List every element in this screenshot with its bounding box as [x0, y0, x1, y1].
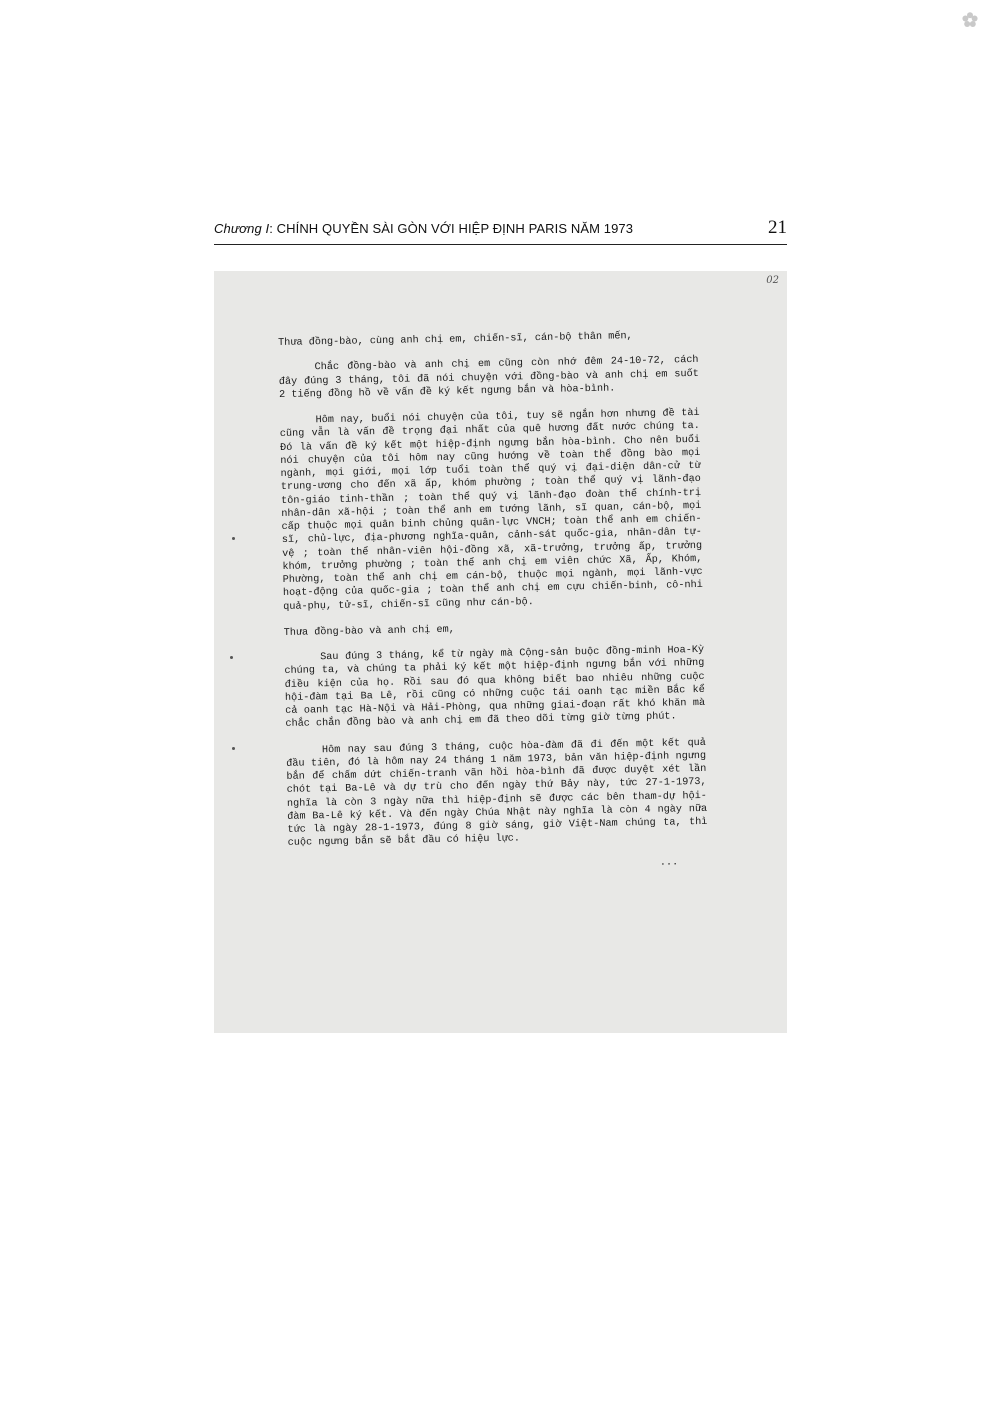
punch-hole-mark [232, 747, 235, 750]
salutation: Thưa đồng-bào, cùng anh chị em, chiến-sĩ, cán-bộ thân mến, [278, 331, 633, 349]
paragraph: Sau đúng 3 tháng, kể từ ngày mà Cộng-sản buộc đồng-minh Hoa-Kỳ chúng ta, và chúng ta phải ký kết một hiệp-định ngưng bắn với những điều kiện của họ. Rồi sau đó qua không biết bao nhiêu những cuộc hội-đàm tại Ba Lê, rồi cũng có những cuộc tái oanh tạc miền Bắc kể cả oanh tạc Hà-Nội và Hải-Phòng, qua những giai-đoạn rất khó khăn mà chắc chắn đồng bào và anh chị em đã theo dõi từng giờ từng phút. [284, 644, 706, 731]
punch-hole-mark [230, 656, 233, 659]
paragraph: Hôm nay, buổi nói chuyện của tôi, tuy sẽ ngắn hơn nhưng đề tài cũng vẫn là vấn đề trọng đại nhất của quê hương đất nước chúng ta. Đó là vấn đề ký kết một hiệp-định ngưng bắn hòa-bình. Cho nên buổi nói chuyện của tôi hôm nay cũng hướng về toàn thể đồng bào mọi ngành, mọi giới, mọi lớp tuổi toàn thể quý vị đại-diện dân-cử từ trung-ương cho đến xã ấp, khóm phường ; toàn thể quý vị lãnh-đạo tôn-giáo tinh-thần ; toàn thể quý vị lãnh-đạo đoàn thể chính-trị nhân-dân xã-hội ; toàn thể anh em tướng lãnh, sĩ quan, cán-bộ, mọi cấp thuộc mọi quân binh chủng quân-lực VNCH; toàn thể anh em chiến-sĩ, chủ-lực, địa-phương nghĩa-quân, cảnh-sát quốc-gia, nhân-dân tự-vệ ; toàn thể nhân-viên hội-đồng xã, xã-trưởng, trưởng ấp, trưởng khóm, trưởng phường ; toàn thể anh chị em viên chức Xã, Ấp, Khóm, Phường, toàn thể anh chị em cán-bộ, thuộc mọi ngành, mọi lãnh-vực hoạt-động của quốc-gia ; toàn thể anh chị em cựu chiến-binh, cô-nhi quả-phụ, tử-sĩ, chiến-sĩ cũng như cán-bộ. [279, 407, 703, 613]
punch-hole-mark [232, 537, 235, 540]
chapter-heading: : CHÍNH QUYỀN SÀI GÒN VỚI HIỆP ĐỊNH PARIS NĂM 1973 [269, 221, 634, 236]
page-number: 21 [768, 217, 787, 238]
continuation-mark: ... [659, 856, 679, 869]
scanned-document [214, 271, 787, 1033]
handwritten-page-note: 02 [766, 275, 779, 286]
paragraph: Hôm nay sau đúng 3 tháng, cuộc hòa-đàm đã đi đến một kết quả đầu tiên, đó là hôm nay 24 tháng 1 năm 1973, bản văn hiệp-định ngưng bắn để chấm dứt chiến-tranh vãn hồi hòa-bình đã được duyệt xét lần chót tại Ba-Lê và dự trù cho đến ngày thứ Bảy này, tức 27-1-1973, nghĩa là còn 3 ngày nữa thì hiệp-định sẽ được các bên tham-dự hội-đàm Ba-Lê ký kết. Và đến ngày Chúa Nhật này nghĩa là còn 4 ngày nữa tức là ngày 28-1-1973, đúng 8 giờ sáng, giờ Việt-Nam chúng ta, thì cuộc ngưng bắn sẽ bắt đầu có hiệu lực. [286, 737, 708, 850]
paragraph: Chắc đồng-bào và anh chị em cũng còn nhớ đêm 24-10-72, cách đây đúng 3 tháng, tôi đã nói chuyện với đồng-bào và anh chị em suốt 2 tiếng đồng hồ về vấn đề ký kết ngưng bắn và hòa-bình. [278, 355, 699, 401]
chapter-title [214, 221, 633, 236]
chapter-label: Chương I [214, 221, 270, 236]
typed-letter [278, 329, 708, 877]
running-header [214, 218, 787, 245]
flower-logo-icon [961, 11, 979, 29]
salutation: Thưa đồng-bào và anh chị em, [283, 624, 455, 639]
